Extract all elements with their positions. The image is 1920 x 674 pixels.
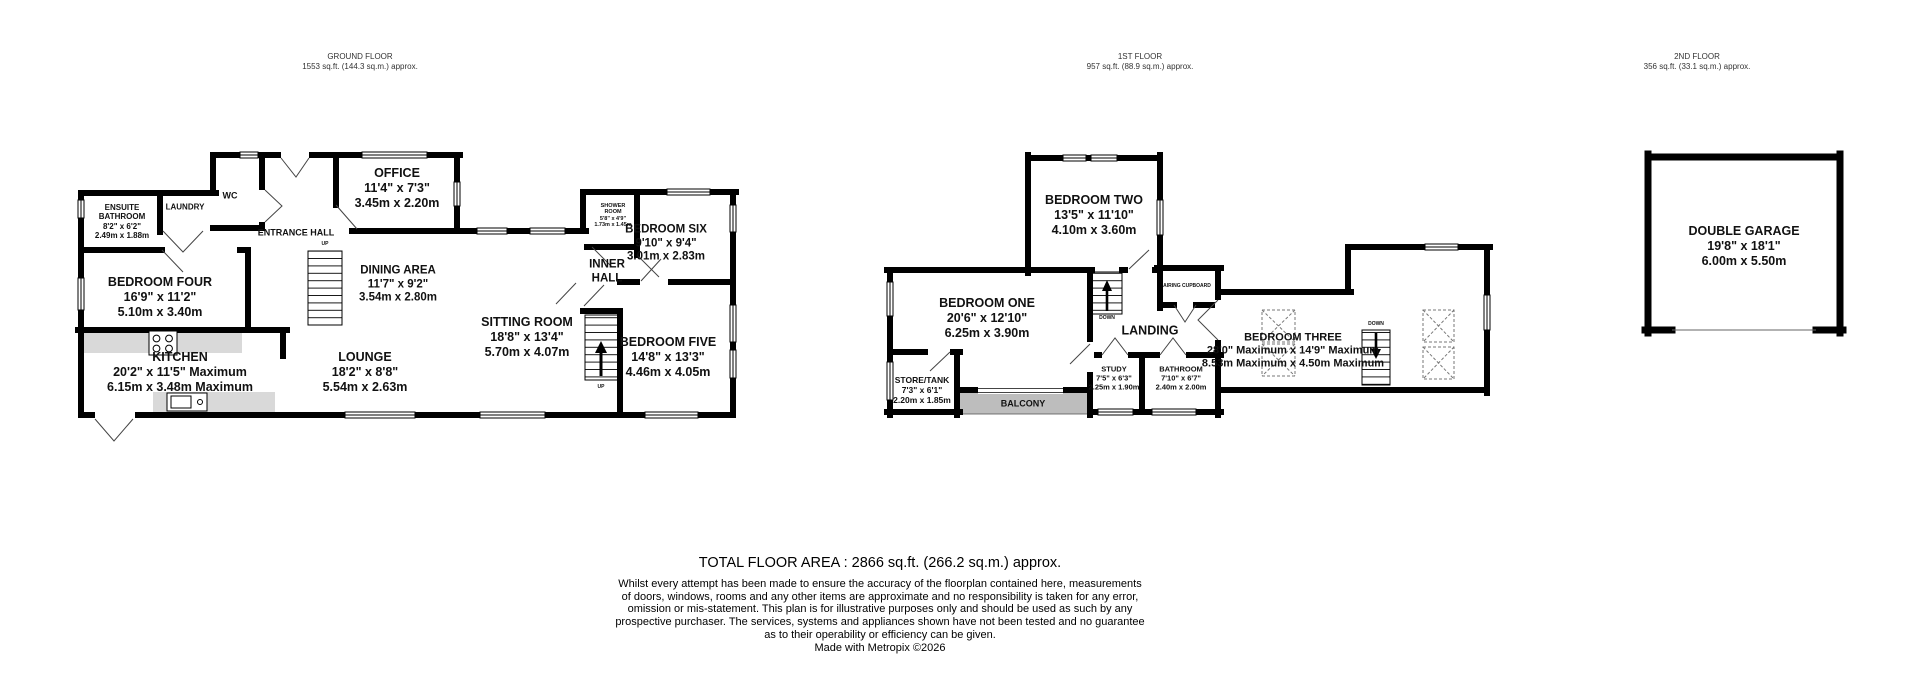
room-label-bedroom-five: BEDROOM FIVE 14'8" x 13'3" 4.46m x 4.05m xyxy=(619,334,717,379)
room-label-shower-room: SHOWER ROOM 5'8" x 4'9" 1.73m x 1.45m xyxy=(594,203,632,229)
room-label-ensuite-bathroom: ENSUITE BATHROOM 8'2" x 6'2" 2.49m x 1.88m xyxy=(94,203,150,241)
disclaimer-line: as to their operability or efficiency can be given. xyxy=(764,628,996,641)
room-label-landing: LANDING xyxy=(1121,323,1179,338)
disclaimer-line: Whilst every attempt has been made to ensure the accuracy of the floorplan contained here, measurements xyxy=(618,578,1142,590)
room-label-entrance-hall: ENTRANCE HALL xyxy=(257,227,335,238)
total-floor-area: TOTAL FLOOR AREA : 2866 sq.ft. (266.2 sq.m.) approx. xyxy=(698,555,1062,571)
room-label-bathroom: BATHROOM 7'10" x 6'7" 2.40m x 2.00m xyxy=(1155,364,1207,392)
room-label-sitting-room: SITTING ROOM 18'8" x 13'4" 5.70m x 4.07m xyxy=(481,314,573,359)
room-label-kitchen: KITCHEN 20'2" x 11'5" Maximum 6.15m x 3.48m Maximum xyxy=(107,349,253,394)
disclaimer-line: of doors, windows, rooms and any other items are approximate and no responsibility is taken for any error, xyxy=(621,590,1139,603)
room-label-double-garage: DOUBLE GARAGE 19'8" x 18'1" 6.00m x 5.50m xyxy=(1688,223,1800,268)
room-label-bedroom-three: BEDROOM THREE 28'0" Maximum x 14'9" Maximum 8.53m Maximum x 4.50m Maximum xyxy=(1201,331,1385,370)
room-label-bedroom-two: BEDROOM TWO 13'5" x 11'10" 4.10m x 3.60m xyxy=(1045,192,1143,237)
room-label-office: OFFICE 11'4" x 7'3" 3.45m x 2.20m xyxy=(354,165,440,210)
room-label-dining-area: DINING AREA 11'7" x 9'2" 3.54m x 2.80m xyxy=(358,264,438,304)
stairs-icon xyxy=(308,251,342,325)
stairs-up-label: UP xyxy=(321,241,329,248)
room-label-inner-hall: INNER HALL xyxy=(589,258,625,284)
room-label-bedroom-six: BEDROOM SIX 9'10" x 9'4" 3.01m x 2.83m xyxy=(625,223,707,263)
second-floor-caption: 2ND FLOOR 356 sq.ft. (33.1 sq.m.) approx. xyxy=(1643,52,1751,72)
footer xyxy=(330,555,1430,654)
room-label-laundry: LAUNDRY xyxy=(165,202,205,212)
stairs-down-label: DOWN xyxy=(1368,321,1384,328)
metropix-credit: Made with Metropix ©2026 xyxy=(814,641,946,654)
room-label-wc: WC xyxy=(222,190,238,201)
disclaimer-line: prospective purchaser. The services, systems and appliances shown have not been tested and no guarantee xyxy=(615,616,1145,629)
room-label-bedroom-four: BEDROOM FOUR 16'9" x 11'2" 5.10m x 3.40m xyxy=(107,274,213,319)
room-label-lounge: LOUNGE 18'2" x 8'8" 5.54m x 2.63m xyxy=(322,349,408,394)
sink-icon xyxy=(167,393,207,411)
stairs-icon xyxy=(585,315,618,380)
ground-floor-caption: GROUND FLOOR 1553 sq.ft. (144.3 sq.m.) approx. xyxy=(302,52,418,72)
first-floor-caption: 1ST FLOOR 957 sq.ft. (88.9 sq.m.) approx. xyxy=(1086,52,1194,72)
disclaimer-line: omission or mis-statement. This plan is for illustrative purposes only and should be used as such by any xyxy=(627,603,1133,616)
stairs-down-label: DOWN xyxy=(1099,315,1115,322)
stairs-icon xyxy=(1092,272,1122,314)
room-label-study: STUDY 7'5" x 6'3" 2.25m x 1.90m xyxy=(1088,364,1140,392)
stairs-up-label: UP xyxy=(597,384,605,391)
room-label-store-tank: STORE/TANK 7'3" x 6'1" 2.20m x 1.85m xyxy=(893,374,951,406)
room-label-airing-cupboard: AIRING CUPBOARD xyxy=(1163,283,1211,290)
room-label-balcony: BALCONY xyxy=(1000,398,1046,409)
room-label-bedroom-one: BEDROOM ONE 20'6" x 12'10" 6.25m x 3.90m xyxy=(939,295,1035,340)
